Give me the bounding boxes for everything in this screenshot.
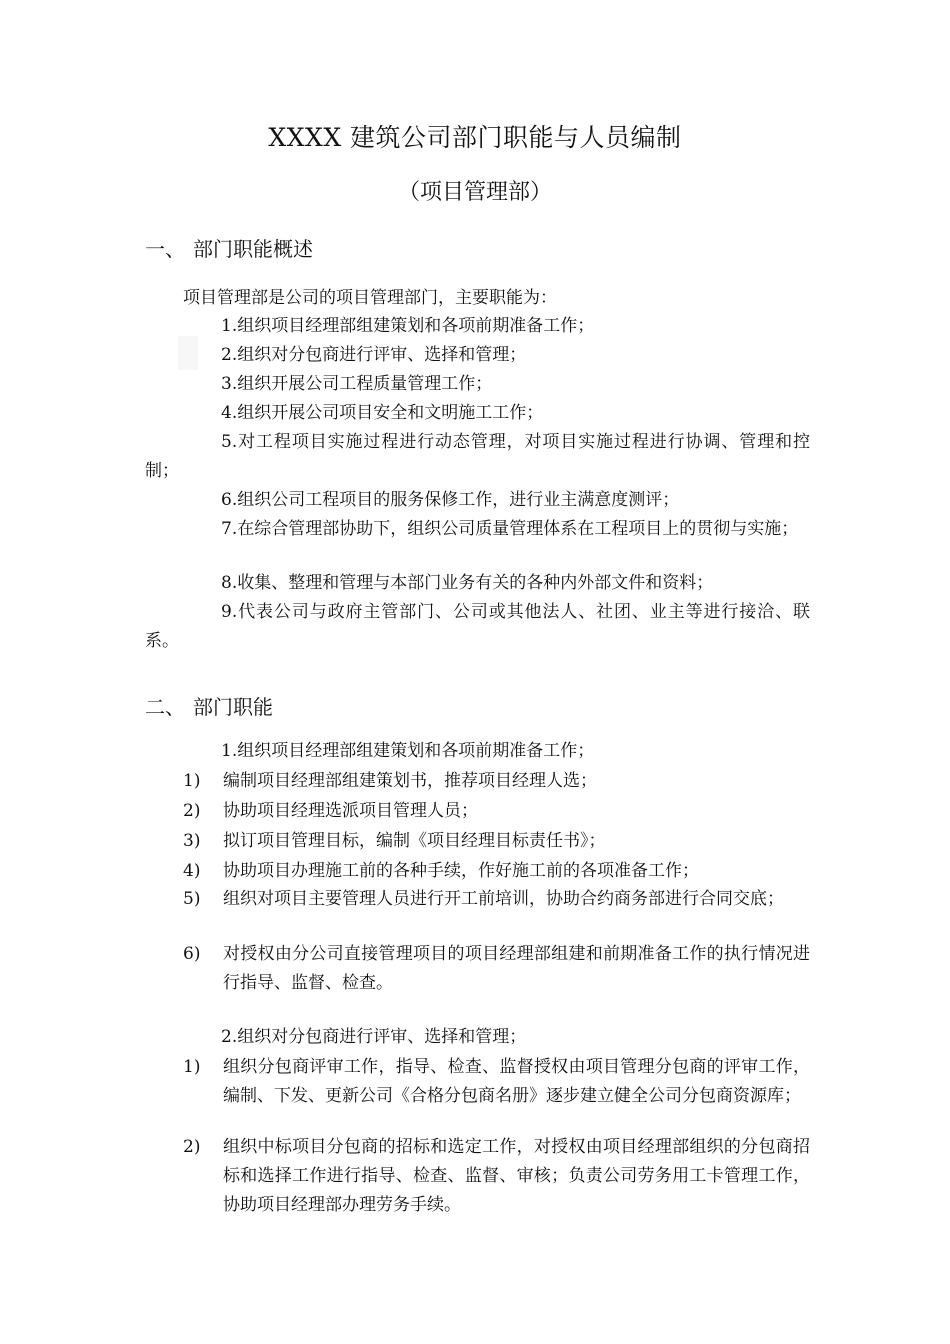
item-text: 代表公司与政府主管部门、公司或其他法人、社团、业主等进行接洽、联系。 bbox=[145, 602, 810, 651]
section1-item-6 bbox=[145, 486, 810, 515]
subitem-number: 3) bbox=[183, 831, 201, 851]
subitem-text: 对授权由分公司直接管理项目的项目经理部组建和前期准备工作的执行情况进行指导、监督、检查。 bbox=[223, 944, 810, 993]
subitem-number: 4) bbox=[183, 861, 201, 881]
item-number: 2. bbox=[221, 345, 238, 365]
group2-subitem-1 bbox=[183, 1053, 810, 1111]
subitem-text: 组织中标项目分包商的招标和选定工作，对授权由项目经理部组织的分包商招标和选择工作进行指导、检查、监督、审核；负责公司劳务用工卡管理工作，协助项目经理部办理劳务手续。 bbox=[223, 1137, 810, 1215]
section1-item-1 bbox=[145, 312, 810, 341]
group-number: 1. bbox=[221, 741, 238, 761]
group-number: 2. bbox=[221, 1027, 238, 1047]
subitem-number: 5) bbox=[183, 889, 201, 909]
group1-subitem-2 bbox=[183, 797, 810, 826]
item-text: 对工程项目实施过程进行动态管理，对项目实施过程进行协调、管理和控制； bbox=[145, 432, 810, 481]
subitem-text: 编制项目经理部组建策划书，推荐项目经理人选； bbox=[223, 771, 597, 791]
item-text: 在综合管理部协助下，组织公司质量管理体系在工程项目上的贯彻与实施； bbox=[237, 519, 799, 539]
section2-heading bbox=[145, 692, 273, 722]
item-number: 9. bbox=[221, 602, 238, 622]
item-number: 6. bbox=[221, 490, 238, 510]
section2-group2-heading bbox=[145, 1023, 810, 1052]
group1-subitem-3 bbox=[183, 827, 810, 856]
section1-heading bbox=[145, 234, 313, 264]
group-text: 组织项目经理部组建策划和各项前期准备工作； bbox=[237, 741, 595, 761]
section1-number: 一、 bbox=[145, 237, 185, 261]
subitem-text: 拟订项目管理目标，编制《项目经理目标责任书》； bbox=[223, 831, 606, 851]
document-subtitle: （项目管理部） bbox=[397, 180, 552, 205]
item-text: 组织开展公司项目安全和文明施工工作； bbox=[237, 403, 544, 423]
section1-item-2 bbox=[145, 341, 810, 370]
group1-subitem-4 bbox=[183, 857, 810, 886]
group-text: 组织对分包商进行评审、选择和管理； bbox=[237, 1027, 527, 1047]
subitem-number: 1) bbox=[183, 771, 201, 791]
document-title: XXXX 建筑公司部门职能与人员编制 bbox=[268, 123, 682, 152]
subitem-number: 2) bbox=[183, 1137, 201, 1157]
item-number: 8. bbox=[221, 573, 238, 593]
item-text: 组织项目经理部组建策划和各项前期准备工作； bbox=[237, 316, 595, 336]
subitem-text: 协助项目办理施工前的各种手续，作好施工前的各项准备工作； bbox=[223, 861, 699, 881]
item-text: 组织对分包商进行评审、选择和管理； bbox=[237, 345, 527, 365]
group1-subitem-1 bbox=[183, 767, 810, 796]
item-number: 5. bbox=[221, 432, 238, 452]
section1-item-8 bbox=[145, 569, 810, 598]
item-text: 组织开展公司工程质量管理工作； bbox=[237, 374, 493, 394]
item-text: 收集、整理和管理与本部门业务有关的各种内外部文件和资料； bbox=[237, 573, 714, 593]
subitem-number: 1) bbox=[183, 1057, 201, 1077]
item-number: 4. bbox=[221, 403, 238, 423]
section2-title: 部门职能 bbox=[193, 695, 273, 719]
section1-title: 部门职能概述 bbox=[193, 237, 313, 261]
section2-number: 二、 bbox=[145, 695, 185, 719]
subitem-text: 组织对项目主要管理人员进行开工前培训，协助合约商务部进行合同交底； bbox=[223, 889, 784, 909]
group1-subitem-5 bbox=[183, 885, 810, 914]
item-number: 7. bbox=[221, 519, 238, 539]
subitem-number: 6) bbox=[183, 944, 201, 964]
item-number: 3. bbox=[221, 374, 238, 394]
section2-group1-heading bbox=[145, 737, 810, 766]
group2-subitem-2 bbox=[183, 1133, 810, 1220]
section1-item-5 bbox=[145, 428, 810, 486]
section1-item-7 bbox=[145, 515, 810, 544]
section1-item-4 bbox=[145, 399, 810, 428]
section1-item-9 bbox=[145, 598, 810, 656]
subitem-text: 组织分包商评审工作，指导、检查、监督授权由项目管理分包商的评审工作，编制、下发、更新公司《合格分包商名册》逐步建立健全公司分包商资源库； bbox=[223, 1057, 810, 1106]
item-text: 组织公司工程项目的服务保修工作，进行业主满意度测评； bbox=[237, 490, 680, 510]
section1-item-3 bbox=[145, 370, 810, 399]
group1-subitem-6 bbox=[183, 940, 810, 998]
item-number: 1. bbox=[221, 316, 238, 336]
subitem-text: 协助项目经理选派项目管理人员； bbox=[223, 801, 478, 821]
section1-intro: 项目管理部是公司的项目管理部门，主要职能为： bbox=[183, 288, 557, 308]
subitem-number: 2) bbox=[183, 801, 201, 821]
